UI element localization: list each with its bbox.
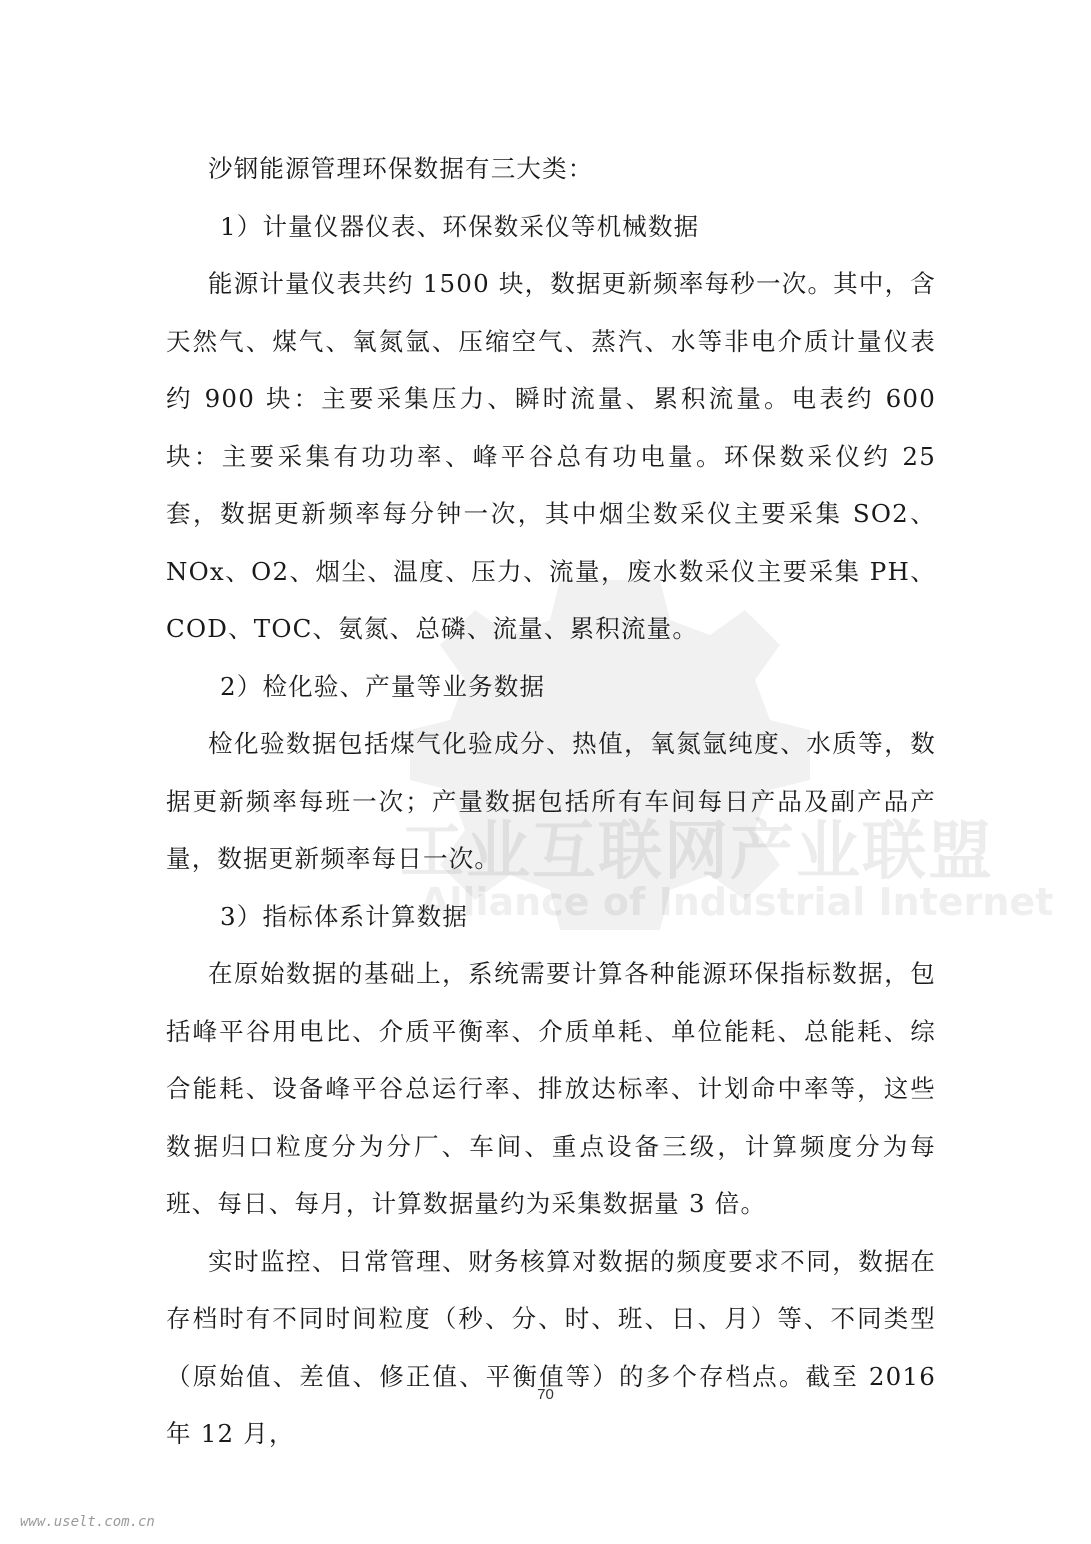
watermark-english-text: Alliance of Industrial Internet [420,880,1054,924]
document-body [166,140,936,1463]
watermark-chinese-text: 工业互联网产业联盟 [400,815,994,889]
paragraph: 能源计量仪表共约 1500 块，数据更新频率每秒一次。其中，含天然气、煤气、氧氮氩、压缩空气、蒸汽、水等非电介质计量仪表约 900 块：主要采集压力、瞬时流量、累积流量。电表约 600 块：主要采集有功功率、峰平谷总有功电量。环保数采仪约 25 套，数据更新频率每分钟一次，其中烟尘数采仪主要采集 SO2、NOx、O2、烟尘、温度、压力、流量，废水数采仪主要采集 PH、COD、TOC、氨氮、总磷、流量、累积流量。 [166,269,936,643]
page-number: 70 [537,1386,554,1403]
paragraph: 实时监控、日常管理、财务核算对数据的频度要求不同，数据在存档时有不同时间粒度（秒、分、时、班、日、月）等、不同类型（原始值、差值、修正值、平衡值等）的多个存档点。截至 2016 年 12 月， [166,1246,936,1448]
site-url-watermark: www.uselt.com.cn [20,1514,155,1530]
paragraph: 检化验数据包括煤气化验成分、热值，氧氮氩纯度、水质等，数据更新频率每班一次；产量数据包括所有车间每日产品及副产品产量，数据更新频率每日一次。 [166,729,936,873]
section-heading: 3）指标体系计算数据 [220,901,469,931]
paragraph: 沙钢能源管理环保数据有三大类： [208,154,594,183]
section-heading: 1）计量仪器仪表、环保数采仪等机械数据 [220,211,700,241]
section-heading: 2）检化验、产量等业务数据 [220,671,546,701]
paragraph: 在原始数据的基础上，系统需要计算各种能源环保指标数据，包括峰平谷用电比、介质平衡率、介质单耗、单位能耗、总能耗、综合能耗、设备峰平谷总运行率、排放达标率、计划命中率等，这些数据归口粒度分为分厂、车间、重点设备三级，计算频度分为每班、每日、每月，计算数据量约为采集数据量 3 倍。 [166,959,936,1218]
